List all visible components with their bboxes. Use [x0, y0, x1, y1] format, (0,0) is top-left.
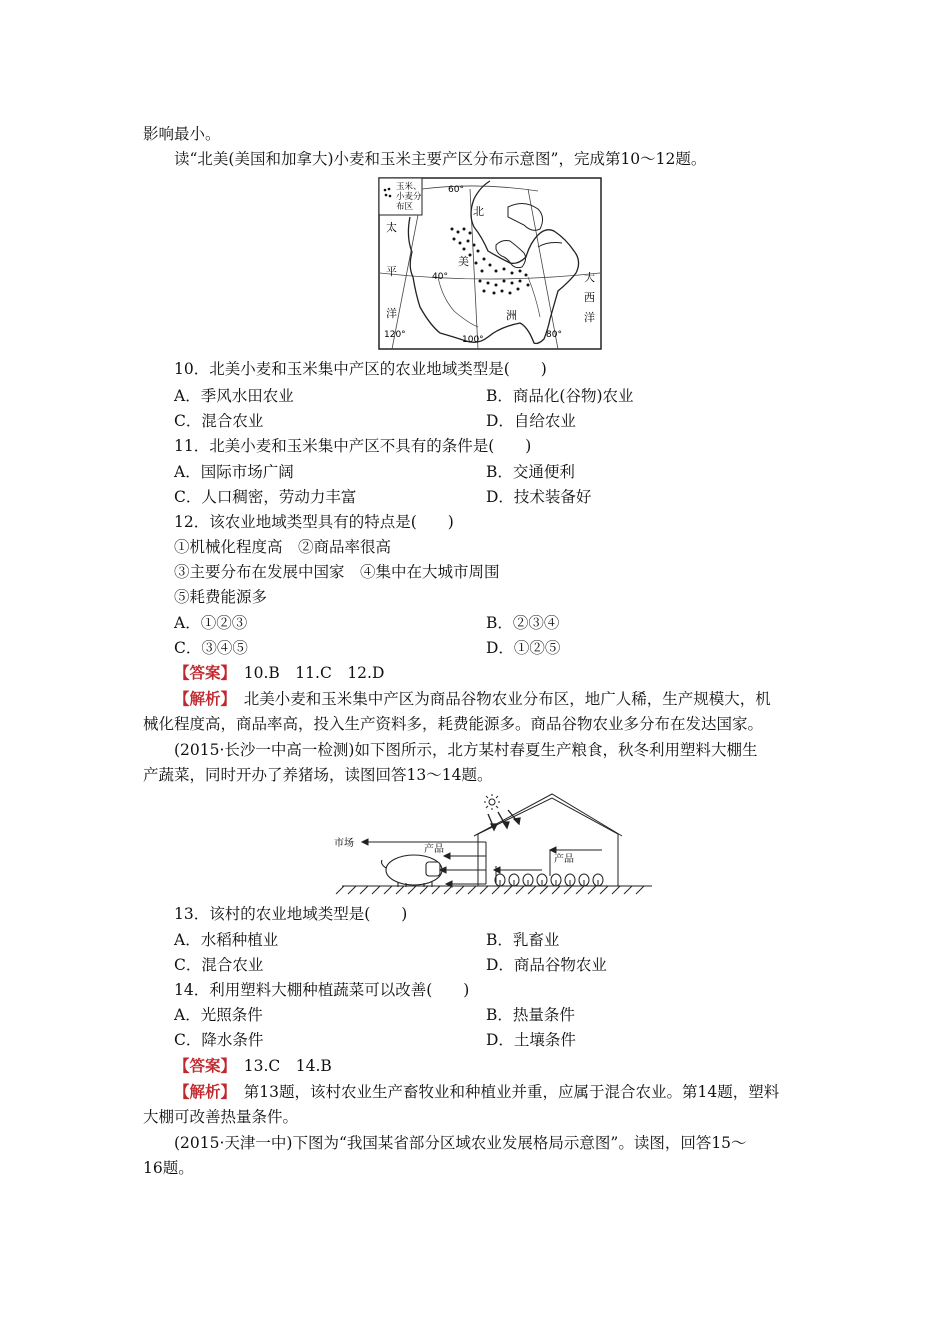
analysis-line-2: 械化程度高，商品率高，投入生产资料多，耗费能源多。商品谷物农业多分布在发达国家。 — [143, 715, 764, 733]
q14-option-b: B．热量条件 — [486, 1006, 575, 1024]
map-label-bei: 北 — [473, 205, 484, 218]
q12-statements-1: ①机械化程度高 ②商品率很高 — [174, 538, 392, 556]
map-label-da: 大 — [584, 271, 595, 284]
q14-option-c: C．降水条件 — [174, 1031, 264, 1049]
answer-tag: 【答案】 — [174, 1056, 229, 1075]
map-label-tai: 太 — [386, 221, 397, 234]
answer-tag: 【答案】 — [174, 663, 229, 682]
answer-block-1 — [174, 661, 384, 685]
q10-option-b: B．商品化(谷物)农业 — [486, 387, 634, 405]
map-label-xi: 西 — [584, 291, 595, 304]
intro3-line-1: (2015·天津一中)下图为“我国某省部分区域农业发展格局示意图”。读图，回答15～ — [174, 1134, 747, 1152]
q12-option-a: A．①②③ — [174, 614, 248, 632]
answer-text: 13.C 14.B — [228, 1057, 332, 1075]
map-label-yang-left: 洋 — [386, 307, 397, 320]
analysis-block-1 — [174, 687, 771, 711]
analysis-block-2 — [174, 1080, 779, 1104]
pig-icon — [382, 855, 443, 887]
q14-option-d: D．土壤条件 — [486, 1031, 576, 1049]
q12-option-d: D．①②⑤ — [486, 639, 561, 657]
intro2-line-1: (2015·长沙一中高一检测)如下图所示，北方某村春夏生产粮食，秋冬利用塑料大棚生 — [174, 741, 758, 759]
label-product-2: 产品 — [554, 854, 574, 865]
q13-option-c: C．混合农业 — [174, 956, 264, 974]
analysis-tag: 【解析】 — [174, 689, 229, 708]
q13-option-b: B．乳畜业 — [486, 931, 560, 949]
map-label-mei: 美 — [458, 255, 469, 268]
q11-stem: 11．北美小麦和玉米集中产区不具有的条件是( ) — [174, 437, 532, 455]
q11-option-c: C．人口稠密，劳动力丰富 — [174, 488, 357, 506]
map-lat-60: 60° — [448, 185, 464, 195]
north-america-map — [378, 177, 602, 351]
intro2-line-2: 产蔬菜，同时开办了养猪场，读图回答13～14题。 — [143, 766, 493, 784]
answer-text: 10.B 11.C 12.D — [228, 664, 385, 682]
q13-option-d: D．商品谷物农业 — [486, 956, 607, 974]
q12-option-b: B．②③④ — [486, 614, 560, 632]
q14-option-a: A．光照条件 — [174, 1006, 263, 1024]
map-label-zhou: 洲 — [506, 309, 517, 322]
farm-diagram — [332, 788, 658, 900]
q12-statements-2: ③主要分布在发展中国家 ④集中在大城市周围 — [174, 563, 500, 581]
q11-option-b: B．交通便利 — [486, 463, 575, 481]
q11-option-d: D．技术装备好 — [486, 488, 592, 506]
q10-option-a: A．季风水田农业 — [174, 387, 294, 405]
q12-stem: 12．该农业地域类型具有的特点是( ) — [174, 513, 454, 531]
q13-stem: 13．该村的农业地域类型是( ) — [174, 905, 408, 923]
intro-line-1: 影响最小。 — [143, 125, 221, 143]
analysis-line-1: 北美小麦和玉米集中产区为商品谷物农业分布区，地广人稀，生产规模大，机 — [228, 690, 771, 708]
q10-option-c: C．混合农业 — [174, 412, 264, 430]
map-label-ping: 平 — [386, 265, 397, 278]
q11-option-a: A．国际市场广阔 — [174, 463, 294, 481]
intro-line-2: 读“北美(美国和加拿大)小麦和玉米主要产区分布示意图”，完成第10～12题。 — [174, 150, 707, 168]
map-lon-120: 120° — [384, 330, 406, 340]
intro3-line-2: 16题。 — [143, 1159, 194, 1177]
label-market: 市场 — [334, 838, 354, 849]
legend-line-1: 玉米、 — [396, 182, 422, 192]
label-product-1: 产品 — [424, 844, 444, 855]
map-lat-40: 40° — [432, 272, 448, 282]
analysis-tag: 【解析】 — [174, 1082, 229, 1101]
q13-option-a: A．水稻种植业 — [174, 931, 279, 949]
q14-stem: 14．利用塑料大棚种植蔬菜可以改善( ) — [174, 981, 470, 999]
analysis-line-1: 第13题，该村农业生产畜牧业和种植业并重，应属于混合农业。第14题，塑料 — [228, 1083, 780, 1101]
legend-line-2: 小麦分 — [396, 192, 422, 202]
q10-stem: 10．北美小麦和玉米集中产区的农业地域类型是( ) — [174, 360, 547, 378]
answer-block-2 — [174, 1054, 332, 1078]
q10-option-d: D．自给农业 — [486, 412, 576, 430]
analysis-line-2: 大棚可改善热量条件。 — [143, 1108, 299, 1126]
q12-option-c: C．③④⑤ — [174, 639, 248, 657]
map-label-yang-right: 洋 — [584, 311, 595, 324]
legend-line-3: 布区 — [396, 202, 414, 212]
q12-statements-3: ⑤耗费能源多 — [174, 588, 268, 606]
map-lon-80: 80° — [546, 330, 562, 340]
map-lon-100: 100° — [462, 335, 484, 345]
sun-icon — [484, 794, 500, 810]
